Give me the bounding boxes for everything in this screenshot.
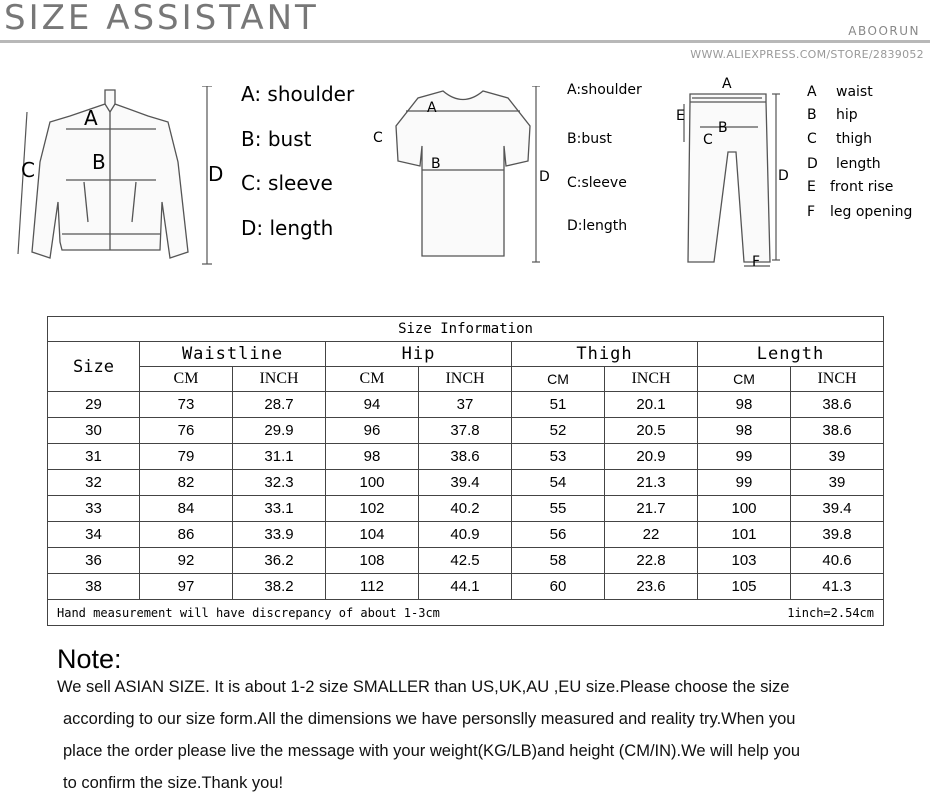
tshirt-marker-b: B xyxy=(431,156,441,172)
tshirt-legend-bust: B:bust xyxy=(567,131,612,147)
inch-conversion: 1inch=2.54cm xyxy=(787,605,874,620)
unit-header: CM xyxy=(512,367,605,392)
tshirt-legend-shoulder: A:shoulder xyxy=(567,82,642,98)
measurement-cell: 108 xyxy=(326,548,419,574)
pants-legend-waist: waist xyxy=(836,84,873,100)
pants-legend-letter-f: F xyxy=(807,204,816,220)
measurement-cell: 37 xyxy=(419,392,512,418)
tshirt-marker-a: A xyxy=(427,100,437,116)
header-divider xyxy=(0,40,930,43)
pants-legend-letter-b: B xyxy=(807,107,817,123)
measurement-cell: 104 xyxy=(326,522,419,548)
pants-legend-letter-a: A xyxy=(807,84,817,100)
size-cell: 36 xyxy=(48,548,140,574)
jacket-legend-bust: B: bust xyxy=(241,127,312,151)
measurement-cell: 51 xyxy=(512,392,605,418)
table-footer xyxy=(48,600,884,626)
tshirt-legend-sleeve: C:sleeve xyxy=(567,175,627,191)
size-cell: 29 xyxy=(48,392,140,418)
measurement-cell: 39.4 xyxy=(791,496,884,522)
measurement-cell: 97 xyxy=(140,574,233,600)
table-title: Size Information xyxy=(48,317,884,342)
measurement-cell: 53 xyxy=(512,444,605,470)
measurement-cell: 92 xyxy=(140,548,233,574)
measurement-cell: 102 xyxy=(326,496,419,522)
pants-marker-e: E xyxy=(676,108,685,124)
size-rows xyxy=(48,392,884,600)
discrepancy-note: Hand measurement will have discrepancy of about 1-3cm xyxy=(57,605,440,620)
measurement-cell: 28.7 xyxy=(233,392,326,418)
measurement-cell: 21.3 xyxy=(605,470,698,496)
measurement-cell: 37.8 xyxy=(419,418,512,444)
measurement-cell: 60 xyxy=(512,574,605,600)
note-heading: Note: xyxy=(57,644,122,674)
measurement-cell: 22 xyxy=(605,522,698,548)
unit-header: INCH xyxy=(233,367,326,392)
table-row xyxy=(48,392,884,418)
jacket-marker-d: D xyxy=(208,162,224,186)
measurement-cell: 23.6 xyxy=(605,574,698,600)
measurement-cell: 39.8 xyxy=(791,522,884,548)
measurement-cell: 82 xyxy=(140,470,233,496)
measurement-cell: 42.5 xyxy=(419,548,512,574)
measurement-cell: 21.7 xyxy=(605,496,698,522)
measurement-cell: 99 xyxy=(698,444,791,470)
pants-marker-a: A xyxy=(722,76,732,92)
size-cell: 33 xyxy=(48,496,140,522)
group-header-waistline: Waistline xyxy=(140,342,326,367)
table-row xyxy=(48,418,884,444)
measurement-cell: 20.5 xyxy=(605,418,698,444)
tshirt-legend-length: D:length xyxy=(567,218,628,234)
measurement-cell: 84 xyxy=(140,496,233,522)
measurement-cell: 38.6 xyxy=(791,418,884,444)
measurement-cell: 40.9 xyxy=(419,522,512,548)
table-row xyxy=(48,548,884,574)
note-line: to confirm the size.Thank you! xyxy=(63,774,284,792)
size-cell: 31 xyxy=(48,444,140,470)
measurement-cell: 40.2 xyxy=(419,496,512,522)
measurement-cell: 55 xyxy=(512,496,605,522)
measurement-cell: 20.9 xyxy=(605,444,698,470)
table-row xyxy=(48,496,884,522)
measurement-cell: 103 xyxy=(698,548,791,574)
measurement-cell: 38.6 xyxy=(419,444,512,470)
size-cell: 34 xyxy=(48,522,140,548)
unit-header: INCH xyxy=(419,367,512,392)
measurement-cell: 73 xyxy=(140,392,233,418)
unit-header: INCH xyxy=(605,367,698,392)
measurement-cell: 99 xyxy=(698,470,791,496)
jacket-marker-b: B xyxy=(92,150,106,174)
table-row xyxy=(48,470,884,496)
tshirt-marker-c: C xyxy=(373,130,383,146)
pants-marker-d: D xyxy=(778,168,789,184)
measurement-cell: 86 xyxy=(140,522,233,548)
measurement-cell: 58 xyxy=(512,548,605,574)
measurement-cell: 94 xyxy=(326,392,419,418)
note-line: We sell ASIAN SIZE. It is about 1-2 size SMALLER than US,UK,AU ,EU size.Please choose the size xyxy=(57,678,790,696)
measurement-cell: 76 xyxy=(140,418,233,444)
measurement-cell: 22.8 xyxy=(605,548,698,574)
measurement-cell: 98 xyxy=(698,418,791,444)
table-title-row xyxy=(48,317,884,342)
table-unit-row xyxy=(48,367,884,392)
note-line: according to our size form.All the dimensions we have personslly measured and reality try.When you xyxy=(63,710,796,728)
measurement-cell: 39.4 xyxy=(419,470,512,496)
measurement-cell: 101 xyxy=(698,522,791,548)
measurement-cell: 39 xyxy=(791,470,884,496)
measurement-cell: 32.3 xyxy=(233,470,326,496)
measurement-diagrams xyxy=(0,72,930,282)
page-title: SIZE ASSISTANT xyxy=(4,0,319,38)
measurement-cell: 20.1 xyxy=(605,392,698,418)
pants-legend-thigh: thigh xyxy=(836,131,873,147)
measurement-cell: 112 xyxy=(326,574,419,600)
jacket-legend-sleeve: C: sleeve xyxy=(241,171,333,195)
group-header-hip: Hip xyxy=(326,342,512,367)
tshirt-illustration xyxy=(388,86,538,266)
size-cell: 32 xyxy=(48,470,140,496)
pants-legend-letter-d: D xyxy=(807,156,818,172)
jacket-legend-shoulder: A: shoulder xyxy=(241,82,355,106)
size-cell: 30 xyxy=(48,418,140,444)
measurement-cell: 38.2 xyxy=(233,574,326,600)
group-header-thigh: Thigh xyxy=(512,342,698,367)
note-line: place the order please live the message with your weight(KG/LB)and height (CM/IN).We will help you xyxy=(63,742,801,760)
measurement-cell: 40.6 xyxy=(791,548,884,574)
measurement-cell: 36.2 xyxy=(233,548,326,574)
jacket-marker-a: A xyxy=(84,106,98,130)
size-header: Size xyxy=(48,342,140,392)
pants-marker-f: F xyxy=(752,254,761,270)
measurement-cell: 38.6 xyxy=(791,392,884,418)
measurement-cell: 33.1 xyxy=(233,496,326,522)
pants-legend-letter-c: C xyxy=(807,131,817,147)
pants-legend-front-rise: front rise xyxy=(830,179,894,195)
tshirt-marker-d: D xyxy=(539,169,550,185)
jacket-marker-c: C xyxy=(21,158,35,182)
store-url: WWW.ALIEXPRESS.COM/STORE/2839052 xyxy=(690,48,924,61)
table-group-row xyxy=(48,342,884,367)
measurement-cell: 100 xyxy=(698,496,791,522)
measurement-cell: 105 xyxy=(698,574,791,600)
unit-header: CM xyxy=(140,367,233,392)
measurement-cell: 29.9 xyxy=(233,418,326,444)
measurement-cell: 56 xyxy=(512,522,605,548)
measurement-cell: 54 xyxy=(512,470,605,496)
measurement-cell: 98 xyxy=(326,444,419,470)
unit-header: CM xyxy=(326,367,419,392)
group-header-length: Length xyxy=(698,342,884,367)
unit-header: INCH xyxy=(791,367,884,392)
table-row xyxy=(48,522,884,548)
jacket-legend-length: D: length xyxy=(241,216,334,240)
pants-marker-b: B xyxy=(718,120,728,136)
table-row xyxy=(48,574,884,600)
pants-legend-letter-e: E xyxy=(807,179,816,195)
pants-marker-c: C xyxy=(703,132,713,148)
measurement-cell: 100 xyxy=(326,470,419,496)
size-cell: 38 xyxy=(48,574,140,600)
pants-legend-length: length xyxy=(836,156,881,172)
size-table xyxy=(47,316,884,626)
measurement-cell: 52 xyxy=(512,418,605,444)
jacket-illustration xyxy=(10,82,230,277)
table-footer-row xyxy=(48,600,884,626)
measurement-cell: 98 xyxy=(698,392,791,418)
measurement-cell: 31.1 xyxy=(233,444,326,470)
pants-legend-hip: hip xyxy=(836,107,858,123)
measurement-cell: 79 xyxy=(140,444,233,470)
pants-legend-leg-opening: leg opening xyxy=(830,204,913,220)
measurement-cell: 96 xyxy=(326,418,419,444)
measurement-cell: 41.3 xyxy=(791,574,884,600)
measurement-cell: 33.9 xyxy=(233,522,326,548)
brand-name: ABOORUN xyxy=(848,24,920,38)
measurement-cell: 44.1 xyxy=(419,574,512,600)
unit-header: CM xyxy=(698,367,791,392)
table-row xyxy=(48,444,884,470)
measurement-cell: 39 xyxy=(791,444,884,470)
